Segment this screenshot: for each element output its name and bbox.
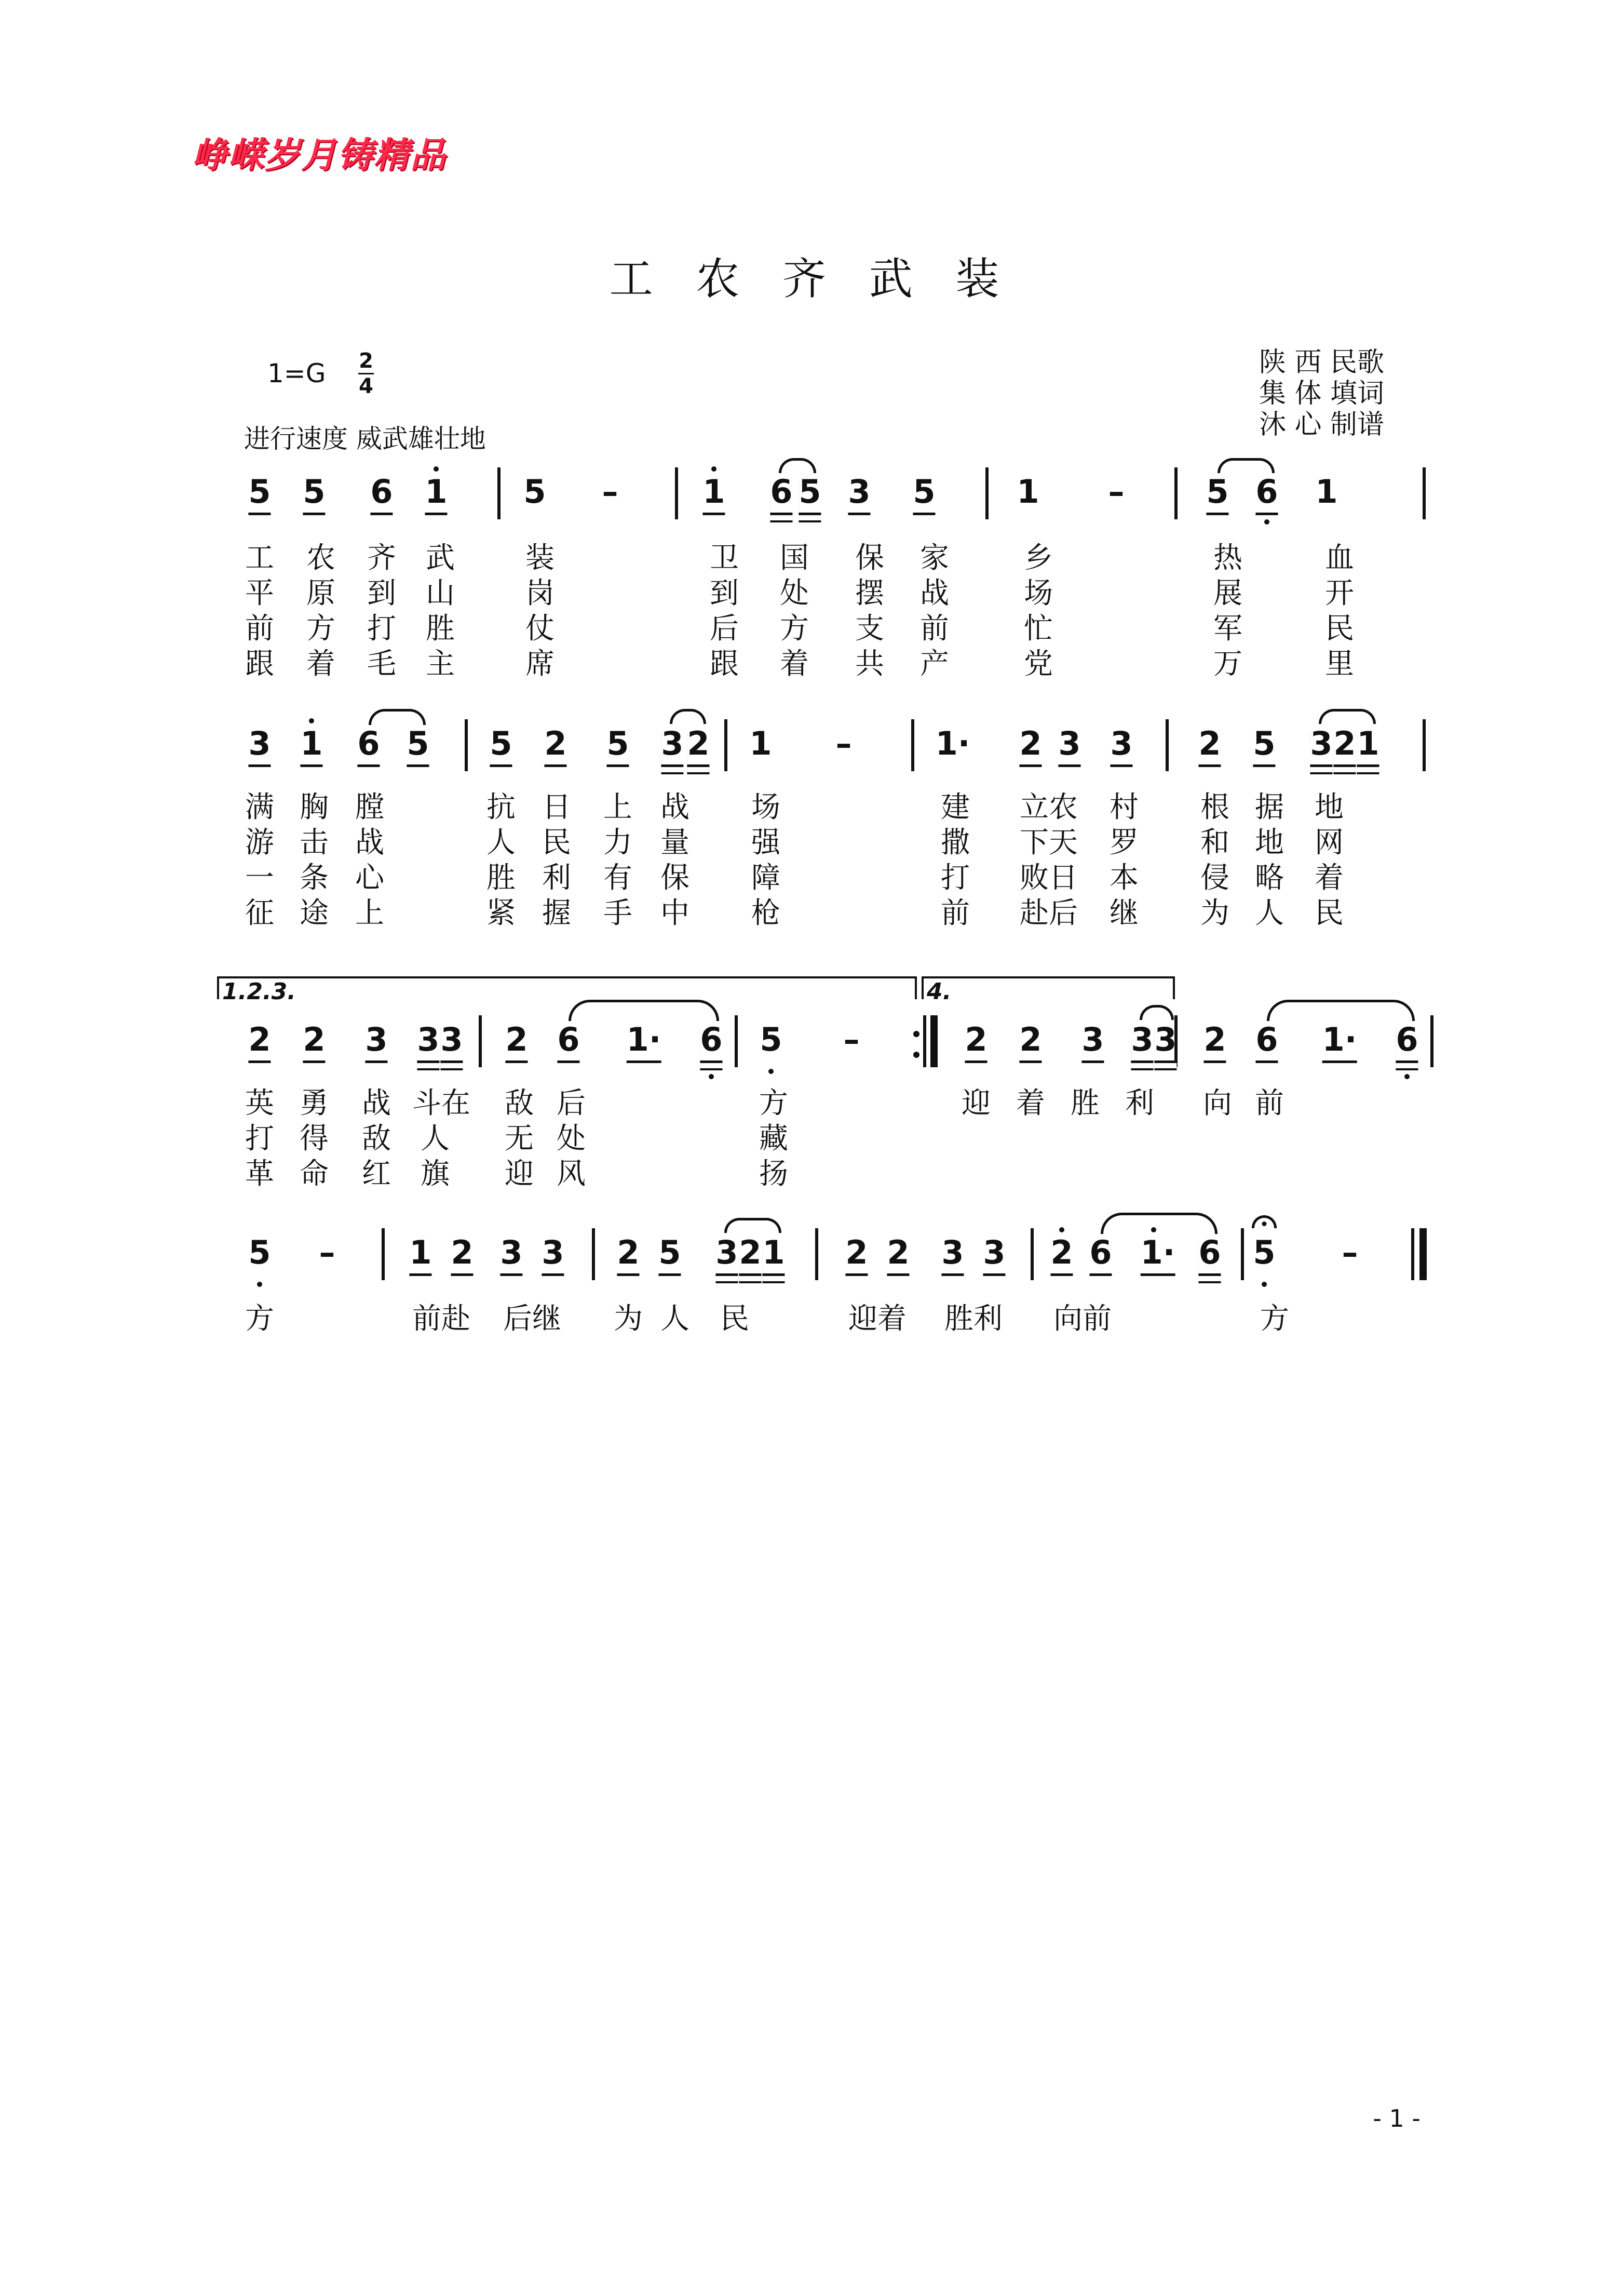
barline [1031,1228,1034,1280]
time-signature [358,349,374,398]
lyric: 打 [367,612,396,646]
note: 2 [845,1233,868,1276]
lyric: 为 [1200,896,1229,930]
lyric: 根 [1200,790,1229,824]
lyric: 场 [751,790,780,824]
lyric: 乡 [1024,541,1053,575]
note: 1· [1141,1233,1175,1276]
lyric: 旗 [421,1157,450,1191]
note: 2 [617,1233,639,1276]
lyric: 日 [542,790,571,824]
note: 3 [248,724,270,767]
lyric: 国 [780,541,809,575]
lyric: 下天 [1020,826,1078,860]
lyric: 前赴 [412,1302,470,1336]
lyric: 游 [245,826,274,860]
note: 1 [702,473,725,515]
slur [1319,709,1376,724]
tempo-marking: 进行速度 威武雄壮地 [244,424,486,454]
note: 6 [557,1021,579,1063]
note: 6 [357,724,380,767]
barline [923,1015,926,1067]
lyric: 场 [1024,576,1053,610]
lyric: 向前 [1053,1302,1112,1336]
lyric: 岗 [525,576,554,610]
note: 3 [941,1233,964,1276]
note: 5 [490,724,512,767]
lyric: 胜 [1071,1086,1100,1120]
barline [382,1228,385,1280]
lyric: 握 [542,896,571,930]
note: 6 [1198,1233,1221,1276]
slur [670,709,706,724]
note: 2 [1019,1021,1042,1063]
lyric: 力 [603,826,632,860]
note: 3 [1110,724,1132,767]
credit-arranger: 沐 心 制谱 [1259,409,1385,440]
note: 2 [887,1233,909,1276]
lyric: 革 [245,1157,274,1191]
note: 1 [762,1233,785,1276]
note: 6 [770,473,792,515]
final-barline-thin [1411,1228,1414,1280]
note: 3 [1131,1021,1153,1063]
note: 1 [749,724,772,762]
note: 3 [1310,724,1332,767]
volta-label-second: 4. [927,978,952,1005]
note: 5 [303,473,325,515]
note: 2 [544,724,566,767]
note: 3 [1154,1021,1176,1063]
note: 2 [1333,724,1356,767]
barline [497,467,501,519]
lyric: 开 [1325,576,1354,610]
lyric: 英 [245,1086,274,1120]
octave-dot-low [257,1282,262,1287]
lyric: 处 [557,1122,586,1156]
note: 5 [606,724,629,767]
lyric: 为 [614,1302,643,1336]
lyric: 勇 [300,1086,329,1120]
lyric: 胜 [486,861,516,895]
lyric: 着 [1016,1086,1045,1120]
note: 3 [440,1021,463,1063]
note: 6 [1255,473,1278,515]
note: 5 [407,724,429,767]
lyric: 中 [660,896,689,930]
note: 3 [661,724,683,767]
note: 3 [983,1233,1005,1276]
slur [1140,1005,1174,1020]
note: 5 [248,1233,271,1271]
lyric: 方 [1260,1302,1289,1336]
octave-dot [309,718,314,723]
lyric: 前 [941,896,970,930]
volta-label-first: 1.2.3. [222,978,296,1005]
note: 6 [1089,1233,1112,1276]
slur [569,1000,719,1021]
note: 5 [1253,1233,1276,1271]
lyric: 人 [660,1302,689,1336]
note: 2 [1203,1021,1226,1063]
note: 1 [1357,724,1379,767]
lyric: 败日 [1020,861,1078,895]
lyric: 地 [1255,826,1284,860]
slur [1267,1000,1415,1021]
lyric: 共 [855,647,884,681]
lyric: 民 [1315,896,1344,930]
lyric: 风 [557,1157,586,1191]
lyric: 无 [505,1122,534,1156]
dash: – [319,1233,335,1271]
lyric: 红 [362,1157,391,1191]
barline [735,1015,738,1067]
barline [1423,719,1426,771]
note: 6 [1255,1021,1278,1063]
octave-dot [1059,1227,1064,1232]
note: 5 [913,473,935,515]
watermark-logo: 峥嵘岁月铸精品 [192,135,447,176]
slur [1101,1213,1218,1234]
barline [911,719,914,771]
lyric: 农 [306,541,335,575]
note: 2 [1050,1233,1073,1276]
lyric: 平 [245,576,274,610]
octave-dot [711,466,716,472]
lyric: 方 [759,1086,788,1120]
note: 3 [417,1021,439,1063]
note: 1· [627,1021,661,1063]
repeat-dot [913,1031,919,1037]
barline [724,719,727,771]
barline [465,719,468,771]
lyric: 前 [920,612,949,646]
lyric: 抗 [486,790,516,824]
lyric: 毛 [367,647,396,681]
lyric: 家 [920,541,949,575]
lyric: 和 [1200,826,1229,860]
lyric: 打 [941,861,970,895]
note: 2 [1019,724,1042,767]
lyric: 得 [300,1122,329,1156]
lyric: 支 [855,612,884,646]
lyric: 向 [1203,1086,1232,1120]
credit-origin: 陕 西 民歌 [1259,347,1385,378]
note: 2 [451,1233,473,1276]
note: 2 [687,724,709,767]
dash: – [835,724,852,762]
lyric: 命 [300,1157,329,1191]
note: 6 [370,473,393,515]
barline [815,1228,818,1280]
lyric: 方 [306,612,335,646]
lyric: 量 [660,826,689,860]
lyric: 迎 [962,1086,991,1120]
slur [779,458,816,473]
lyric: 村 [1110,790,1139,824]
final-barline-thick [1419,1228,1427,1280]
dash: – [843,1021,860,1058]
barline [1166,719,1169,771]
lyric: 紧 [486,896,516,930]
lyric: 战 [362,1086,391,1120]
lyric: 人 [421,1122,450,1156]
barline [1241,1228,1244,1280]
lyric: 席 [525,647,554,681]
lyric: 后 [710,612,739,646]
lyric: 方 [245,1302,274,1336]
song-title: 工 农 齐 武 装 [609,253,1014,304]
note: 6 [1396,1021,1418,1063]
lyric: 处 [780,576,809,610]
lyric: 军 [1213,612,1242,646]
barline [675,467,678,519]
note: 1 [425,473,447,515]
lyric: 齐 [367,541,396,575]
note: 5 [799,473,821,515]
note: 5 [248,473,270,515]
lyric: 手 [603,896,632,930]
lyric: 人 [486,826,516,860]
volta-bracket-first [217,976,917,999]
lyric: 万 [1213,647,1242,681]
barline [1423,467,1426,519]
note: 3 [500,1233,522,1276]
lyric: 本 [1110,861,1139,895]
lyric: 扬 [759,1157,788,1191]
lyric: 击 [300,826,329,860]
lyric: 利 [542,861,571,895]
lyric: 继 [1110,896,1139,930]
page-number: - 1 - [1373,2104,1421,2132]
lyric: 原 [306,576,335,610]
note: 2 [505,1021,528,1063]
lyric: 略 [1255,861,1284,895]
lyric: 跟 [245,647,274,681]
lyric: 忙 [1024,612,1053,646]
note: 2 [248,1021,270,1063]
lyric: 前 [245,612,274,646]
lyric: 上 [603,790,632,824]
lyric: 胜利 [944,1302,1003,1336]
fermata-dot [1262,1221,1267,1226]
note: 1 [1017,473,1039,511]
lyric: 里 [1325,647,1354,681]
note: 3 [365,1021,387,1063]
barline [479,1015,482,1067]
key-signature: 1=G [267,358,326,388]
lyric: 武 [426,541,455,575]
note: 1 [300,724,322,767]
repeat-end-barline [930,1015,938,1067]
lyric: 展 [1213,576,1242,610]
lyric: 摆 [855,576,884,610]
note: 3 [542,1233,564,1276]
lyric: 血 [1325,541,1354,575]
lyric: 山 [426,576,455,610]
lyric: 热 [1213,541,1242,575]
note: 5 [523,473,546,511]
lyric: 地 [1315,790,1344,824]
dash: – [602,473,618,511]
lyric: 满 [245,790,274,824]
lyric: 罗 [1110,826,1139,860]
lyric: 枪 [751,896,780,930]
lyric: 到 [367,576,396,610]
octave-dot-low [1404,1074,1410,1079]
lyric: 利 [1125,1086,1154,1120]
lyric: 仗 [525,612,554,646]
lyric: 保 [660,861,689,895]
lyric: 迎 [505,1157,534,1191]
lyric: 膛 [355,790,384,824]
lyric: 一 [245,861,274,895]
lyric: 迎着 [848,1302,907,1336]
lyric: 胸 [300,790,329,824]
lyric: 产 [920,647,949,681]
barline [1174,467,1178,519]
volta-bracket-second [922,976,1175,999]
lyric: 网 [1315,826,1344,860]
lyric: 着 [780,647,809,681]
note: 1 [1315,473,1338,511]
lyric: 敌 [362,1122,391,1156]
lyric: 途 [300,896,329,930]
note: 2 [965,1021,987,1063]
octave-dot-low [1262,1282,1267,1287]
repeat-dot [913,1052,919,1058]
time-sig-top: 2 [358,349,374,374]
note: 5 [658,1233,681,1276]
note: 2 [739,1233,761,1276]
lyric: 人 [1255,896,1284,930]
lyric: 民 [542,826,571,860]
lyric: 战 [660,790,689,824]
octave-dot [434,466,439,472]
lyric: 前 [1255,1086,1284,1120]
note: 3 [848,473,870,515]
slur [724,1218,781,1233]
note: 2 [1198,724,1221,767]
note: 3 [1058,724,1080,767]
note: 1· [1322,1021,1357,1063]
slur [369,709,426,725]
lyric: 胜 [426,612,455,646]
lyric: 到 [710,576,739,610]
lyric: 跟 [710,647,739,681]
lyric: 后继 [503,1302,561,1336]
lyric: 着 [306,647,335,681]
lyric: 战 [920,576,949,610]
slur [1218,458,1275,473]
lyric: 着 [1315,861,1344,895]
lyric: 条 [300,861,329,895]
note: 5 [1206,473,1228,515]
dash: – [1108,473,1125,511]
lyric: 战 [355,826,384,860]
lyric: 斗在 [412,1086,470,1120]
lyric: 工 [245,541,274,575]
note: 1· [935,724,970,762]
lyric: 卫 [710,541,739,575]
lyric: 强 [751,826,780,860]
note: 5 [1253,724,1275,767]
lyric: 据 [1255,790,1284,824]
note: 3 [1081,1021,1104,1063]
octave-dot-low [709,1074,714,1079]
lyric: 侵 [1200,861,1229,895]
lyric: 立农 [1020,790,1078,824]
lyric: 赴后 [1020,896,1078,930]
lyric: 民 [720,1302,749,1336]
lyric: 打 [245,1122,274,1156]
note: 1 [409,1233,431,1276]
note: 3 [715,1233,738,1276]
dash: – [1342,1233,1358,1271]
barline [985,467,989,519]
note: 6 [700,1021,722,1063]
lyric: 藏 [759,1122,788,1156]
lyric: 党 [1024,647,1053,681]
lyric: 后 [557,1086,586,1120]
lyric: 障 [751,861,780,895]
lyric: 民 [1325,612,1354,646]
time-sig-bottom: 4 [359,374,373,398]
lyric: 撒 [941,826,970,860]
lyric: 敌 [505,1086,534,1120]
lyric: 建 [941,790,970,824]
note: 2 [303,1021,325,1063]
lyric: 上 [355,896,384,930]
note: 5 [760,1021,782,1058]
lyric: 方 [780,612,809,646]
credit-lyrics: 集 体 填词 [1259,378,1385,409]
lyric: 征 [245,896,274,930]
barline [592,1228,595,1280]
lyric: 有 [603,861,632,895]
lyric: 主 [426,647,455,681]
barline [1430,1015,1433,1067]
lyric: 心 [355,861,384,895]
credits [1259,347,1384,440]
lyric: 保 [855,541,884,575]
octave-dot-low [768,1069,774,1074]
lyric: 装 [525,541,554,575]
octave-dot-low [1264,519,1269,525]
